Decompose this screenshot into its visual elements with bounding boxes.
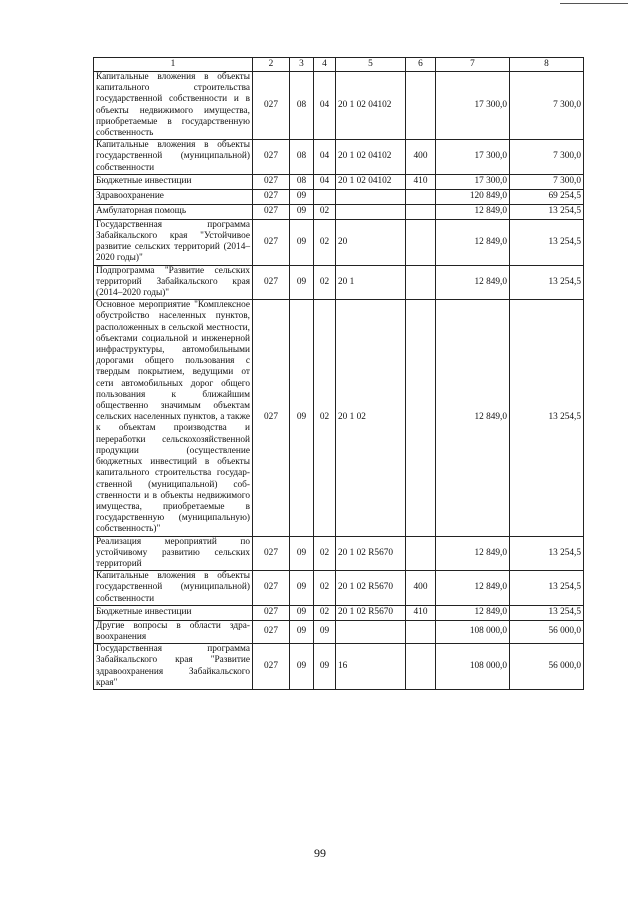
cell-ministry: 027 bbox=[253, 140, 290, 175]
cell-amount-7: 17 300,0 bbox=[436, 174, 510, 189]
cell-section: 09 bbox=[290, 571, 314, 606]
cell-ministry: 027 bbox=[253, 72, 290, 140]
cell-target-article bbox=[336, 204, 406, 219]
row-name: Основное мероприятие "Комплексное обустройство населенных пунктов, расположенных в сельской местности, объектами социальной и инженерной инфраструктуры, автомобильными дорогами общего пользования с твердым покрытием, ведущими от сети автомобильных дорог общего пользования к ближайшим общественно значимым объектам сельских населенных пунктов, а также к объектам производства и переработки сельскохозяйственной продукции (осуществление бюджетных инвестиций в объекты капитального строительства государственной (муниципальной) собственности и в объекты недвижимого имущества, приобретаемые в государственную (муниципальную) собственность)" bbox=[94, 300, 253, 536]
table-row bbox=[94, 620, 584, 643]
column-number-row bbox=[94, 58, 584, 72]
cell-amount-7: 108 000,0 bbox=[436, 644, 510, 690]
table-row bbox=[94, 72, 584, 140]
table-row bbox=[94, 189, 584, 204]
cell-section: 09 bbox=[290, 219, 314, 265]
cell-section: 09 bbox=[290, 536, 314, 571]
cell-expense-type bbox=[406, 300, 436, 536]
cell-amount-8: 13 254,5 bbox=[510, 219, 584, 265]
cell-target-article: 20 1 02 04102 bbox=[336, 174, 406, 189]
cell-amount-8: 13 254,5 bbox=[510, 536, 584, 571]
table-row bbox=[94, 219, 584, 265]
cell-ministry: 027 bbox=[253, 204, 290, 219]
cell-subsection: 04 bbox=[314, 174, 336, 189]
cell-expense-type bbox=[406, 620, 436, 643]
cell-expense-type bbox=[406, 219, 436, 265]
table-row bbox=[94, 140, 584, 175]
cell-amount-8: 13 254,5 bbox=[510, 204, 584, 219]
cell-section: 09 bbox=[290, 265, 314, 300]
cell-ministry: 027 bbox=[253, 189, 290, 204]
cell-section: 09 bbox=[290, 300, 314, 536]
cell-subsection: 04 bbox=[314, 140, 336, 175]
cell-amount-8: 56 000,0 bbox=[510, 620, 584, 643]
row-name: Здравоохранение bbox=[94, 189, 253, 204]
table-row bbox=[94, 571, 584, 606]
cell-target-article: 20 1 02 04102 bbox=[336, 140, 406, 175]
table-row bbox=[94, 644, 584, 690]
cell-section: 08 bbox=[290, 174, 314, 189]
cell-amount-7: 120 849,0 bbox=[436, 189, 510, 204]
cell-ministry: 027 bbox=[253, 300, 290, 536]
cell-subsection: 09 bbox=[314, 620, 336, 643]
cell-section: 08 bbox=[290, 140, 314, 175]
cell-section: 09 bbox=[290, 644, 314, 690]
cell-target-article: 16 bbox=[336, 644, 406, 690]
cell-expense-type: 400 bbox=[406, 571, 436, 606]
row-name: Государственная программа Забайкальского края "Развитие здравоохранения Забайкальского края" bbox=[94, 644, 253, 690]
cell-target-article: 20 1 bbox=[336, 265, 406, 300]
cell-ministry: 027 bbox=[253, 265, 290, 300]
row-name: Бюджетные инвестиции bbox=[94, 605, 253, 620]
cell-ministry: 027 bbox=[253, 536, 290, 571]
cell-section: 09 bbox=[290, 204, 314, 219]
row-name: Государственная программа Забайкальского края "Устойчивое развитие сельских территорий (2014–2020 годы)" bbox=[94, 219, 253, 265]
cell-amount-8: 56 000,0 bbox=[510, 644, 584, 690]
cell-section: 09 bbox=[290, 605, 314, 620]
cell-ministry: 027 bbox=[253, 571, 290, 606]
row-name: Капитальные вложения в объекты государственной (муниципальной) собственности bbox=[94, 140, 253, 175]
cell-target-article: 20 1 02 R5670 bbox=[336, 571, 406, 606]
cell-subsection: 02 bbox=[314, 300, 336, 536]
table-row bbox=[94, 204, 584, 219]
cell-subsection: 02 bbox=[314, 204, 336, 219]
table-row bbox=[94, 300, 584, 536]
cell-amount-7: 12 849,0 bbox=[436, 300, 510, 536]
cell-target-article: 20 bbox=[336, 219, 406, 265]
cell-expense-type bbox=[406, 536, 436, 571]
cell-expense-type: 400 bbox=[406, 140, 436, 175]
cell-amount-7: 12 849,0 bbox=[436, 536, 510, 571]
cell-expense-type: 410 bbox=[406, 605, 436, 620]
cell-ministry: 027 bbox=[253, 605, 290, 620]
cell-amount-8: 7 300,0 bbox=[510, 174, 584, 189]
cell-section: 09 bbox=[290, 620, 314, 643]
scan-top-rule bbox=[560, 3, 628, 4]
cell-target-article bbox=[336, 189, 406, 204]
cell-amount-7: 17 300,0 bbox=[436, 72, 510, 140]
cell-amount-8: 13 254,5 bbox=[510, 605, 584, 620]
cell-expense-type bbox=[406, 189, 436, 204]
column-header: 2 bbox=[253, 58, 290, 72]
row-name: Капитальные вложения в объекты капитального строительства государственной собственности и в объекты недвижимого имущества, приобретаемые в государственную собственность bbox=[94, 72, 253, 140]
cell-subsection: 02 bbox=[314, 571, 336, 606]
column-header: 6 bbox=[406, 58, 436, 72]
table-row bbox=[94, 265, 584, 300]
page-number: 99 bbox=[314, 846, 326, 860]
cell-amount-7: 12 849,0 bbox=[436, 605, 510, 620]
table-row bbox=[94, 605, 584, 620]
table-row bbox=[94, 174, 584, 189]
cell-expense-type: 410 bbox=[406, 174, 436, 189]
cell-amount-8: 13 254,5 bbox=[510, 300, 584, 536]
cell-amount-8: 69 254,5 bbox=[510, 189, 584, 204]
cell-target-article bbox=[336, 620, 406, 643]
column-header: 8 bbox=[510, 58, 584, 72]
cell-expense-type bbox=[406, 72, 436, 140]
budget-table bbox=[93, 57, 584, 690]
cell-amount-8: 7 300,0 bbox=[510, 140, 584, 175]
cell-amount-7: 12 849,0 bbox=[436, 265, 510, 300]
cell-amount-8: 7 300,0 bbox=[510, 72, 584, 140]
column-header: 3 bbox=[290, 58, 314, 72]
cell-ministry: 027 bbox=[253, 219, 290, 265]
cell-amount-7: 12 849,0 bbox=[436, 204, 510, 219]
cell-amount-7: 17 300,0 bbox=[436, 140, 510, 175]
cell-expense-type bbox=[406, 644, 436, 690]
cell-amount-7: 12 849,0 bbox=[436, 571, 510, 606]
cell-ministry: 027 bbox=[253, 174, 290, 189]
table-row bbox=[94, 536, 584, 571]
cell-subsection: 02 bbox=[314, 536, 336, 571]
column-header: 7 bbox=[436, 58, 510, 72]
cell-amount-8: 13 254,5 bbox=[510, 571, 584, 606]
column-header: 1 bbox=[94, 58, 253, 72]
row-name: Капитальные вложения в объекты государственной (муниципальной) собственности bbox=[94, 571, 253, 606]
cell-section: 09 bbox=[290, 189, 314, 204]
cell-section: 08 bbox=[290, 72, 314, 140]
column-header: 4 bbox=[314, 58, 336, 72]
cell-ministry: 027 bbox=[253, 644, 290, 690]
row-name: Реализация мероприятий по устойчивому развитию сельских территорий bbox=[94, 536, 253, 571]
row-name: Другие вопросы в области здравоохранения bbox=[94, 620, 253, 643]
cell-expense-type bbox=[406, 204, 436, 219]
cell-subsection: 02 bbox=[314, 605, 336, 620]
row-name: Амбулаторная помощь bbox=[94, 204, 253, 219]
cell-amount-7: 12 849,0 bbox=[436, 219, 510, 265]
cell-subsection: 09 bbox=[314, 644, 336, 690]
cell-subsection: 04 bbox=[314, 72, 336, 140]
cell-amount-7: 108 000,0 bbox=[436, 620, 510, 643]
column-header: 5 bbox=[336, 58, 406, 72]
cell-subsection: 02 bbox=[314, 219, 336, 265]
cell-target-article: 20 1 02 R5670 bbox=[336, 536, 406, 571]
row-name: Подпрограмма "Развитие сельских территорий Забайкальского края (2014–2020 годы)" bbox=[94, 265, 253, 300]
cell-expense-type bbox=[406, 265, 436, 300]
cell-target-article: 20 1 02 R5670 bbox=[336, 605, 406, 620]
cell-target-article: 20 1 02 bbox=[336, 300, 406, 536]
cell-ministry: 027 bbox=[253, 620, 290, 643]
cell-amount-8: 13 254,5 bbox=[510, 265, 584, 300]
cell-subsection bbox=[314, 189, 336, 204]
cell-subsection: 02 bbox=[314, 265, 336, 300]
cell-target-article: 20 1 02 04102 bbox=[336, 72, 406, 140]
row-name: Бюджетные инвестиции bbox=[94, 174, 253, 189]
